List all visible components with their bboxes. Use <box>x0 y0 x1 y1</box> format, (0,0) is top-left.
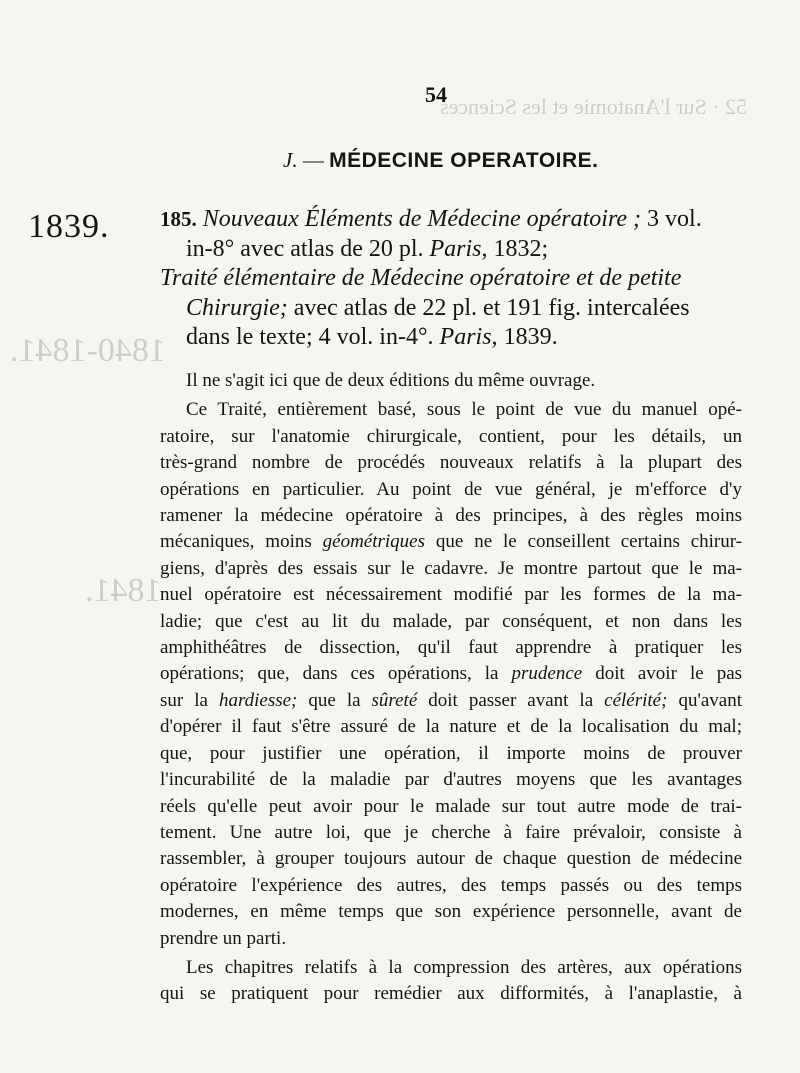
emphasis-text: géométriques <box>322 531 426 553</box>
text-span: sur la <box>160 689 208 711</box>
emphasis-text: sûreté <box>371 689 418 711</box>
text-line: l'incurabilité de la maladie par d'autres moyens que les avantages <box>160 769 742 791</box>
bleed-through-text: 1841. <box>85 572 162 609</box>
text-span: doit avoir le pas <box>595 663 743 685</box>
entry-place-1: Paris, <box>429 235 488 262</box>
entry-line-5 <box>160 323 770 353</box>
entry-line-2 <box>160 235 770 265</box>
text-line: prendre un parti. <box>160 927 287 949</box>
entry-format-2: avec atlas de 22 pl. et 191 fig. intercalées <box>293 294 690 321</box>
text-span: que ne le conseillent certains chirur- <box>435 531 743 553</box>
entry-line-3 <box>160 264 770 294</box>
paragraph-1: Il ne s'agit ici que de deux éditions du même ouvrage. <box>186 370 596 391</box>
text-line: amphithéâtres de dissection, qu'il faut apprendre à pratiquer les <box>160 637 742 659</box>
text-line: très-grand nombre de procédés nouveaux relatifs à la plupart des <box>160 452 742 474</box>
text-line <box>160 688 742 714</box>
emphasis-text: célérité; <box>604 689 668 711</box>
page-number: 54 <box>425 82 447 107</box>
bleed-through-text: 52 · Sur l'Anatomie et les Sciences <box>440 94 748 119</box>
entry-place-2: Paris, <box>439 324 498 350</box>
section-title: MÉDECINE OPERATOIRE. <box>329 149 599 172</box>
emphasis-text: hardiesse; <box>218 689 298 711</box>
body-text <box>160 368 742 1008</box>
text-line: nuel opératoire est nécessairement modifié par les formes de la ma- <box>160 584 742 606</box>
text-line: opératoire l'expérience des autres, des temps passés ou des temps <box>160 874 742 896</box>
text-span: opérations; que, dans ces opérations, la <box>160 663 499 685</box>
text-line: d'opérer il faut s'être assuré de la nature et de la localisation du mal; <box>160 716 742 738</box>
section-heading <box>283 148 599 173</box>
section-letter: J. <box>283 148 298 172</box>
text-span: qu'avant <box>678 689 743 711</box>
emphasis-text: prudence <box>511 663 583 685</box>
text-span: mécaniques, moins <box>160 531 312 553</box>
text-line: tement. Une autre loi, que je cherche à faire prévaloir, consiste à <box>160 821 742 843</box>
text-span: que la <box>308 689 361 711</box>
entry-line-1 <box>160 205 770 235</box>
entry-title-2b: Chirurgie; <box>186 294 288 321</box>
text-line: Les chapitres relatifs à la compression des artères, aux opérations <box>186 956 742 978</box>
text-line: ladie; que c'est au lit du malade, par conséquent, et non dans les <box>160 610 742 632</box>
entry-volumes-1: 3 vol. <box>647 206 702 232</box>
entry-volumes-2: dans le texte; 4 vol. in-4°. <box>186 324 434 350</box>
text-span: doit passer avant la <box>428 689 594 711</box>
bleed-through-text: 1840-1841. <box>10 332 166 369</box>
text-line: rassembler, à grouper toujours autour de chaque question de médecine <box>160 848 742 870</box>
bibliographic-entry <box>160 205 770 353</box>
paragraph-2 <box>160 397 742 952</box>
margin-year: 1839. <box>28 208 110 245</box>
text-line <box>160 661 742 687</box>
entry-year-2: 1839. <box>503 324 558 350</box>
text-line: que, pour justifier une opération, il importe moins de prouver <box>160 742 742 764</box>
text-line: ramener la médecine opératoire à des principes, à des règles moins <box>160 505 742 527</box>
entry-line-4 <box>160 294 770 324</box>
entry-format-1: in-8° avec atlas de 20 pl. <box>186 235 424 262</box>
entry-title-1: Nouveaux Éléments de Médecine opératoire ; <box>202 206 642 232</box>
text-line <box>160 529 742 555</box>
text-line: qui se pratiquent pour remédier aux difformités, à l'anaplastie, à <box>160 983 742 1005</box>
entry-title-2a: Traité élémentaire de Médecine opératoire et de petite <box>160 265 682 291</box>
text-line: giens, d'après des essais sur le cadavre. Je montre partout que le ma- <box>160 557 742 579</box>
section-dash: — <box>302 148 324 172</box>
paragraph-3 <box>160 955 742 1008</box>
entry-year-1: 1832; <box>493 235 549 262</box>
text-line: modernes, en même temps que son expérience personnelle, avant de <box>160 901 742 923</box>
text-line: opérations en particulier. Au point de vue général, je m'efforce d'y <box>160 478 742 500</box>
text-line: réels qu'elle peut avoir pour le malade sur tout autre mode de trai- <box>160 795 742 817</box>
entry-number: 185. <box>160 207 197 231</box>
text-line: Ce Traité, entièrement basé, sous le point de vue du manuel opé- <box>186 399 742 421</box>
text-line: ratoire, sur l'anatomie chirurgicale, contient, pour les détails, un <box>160 425 742 447</box>
